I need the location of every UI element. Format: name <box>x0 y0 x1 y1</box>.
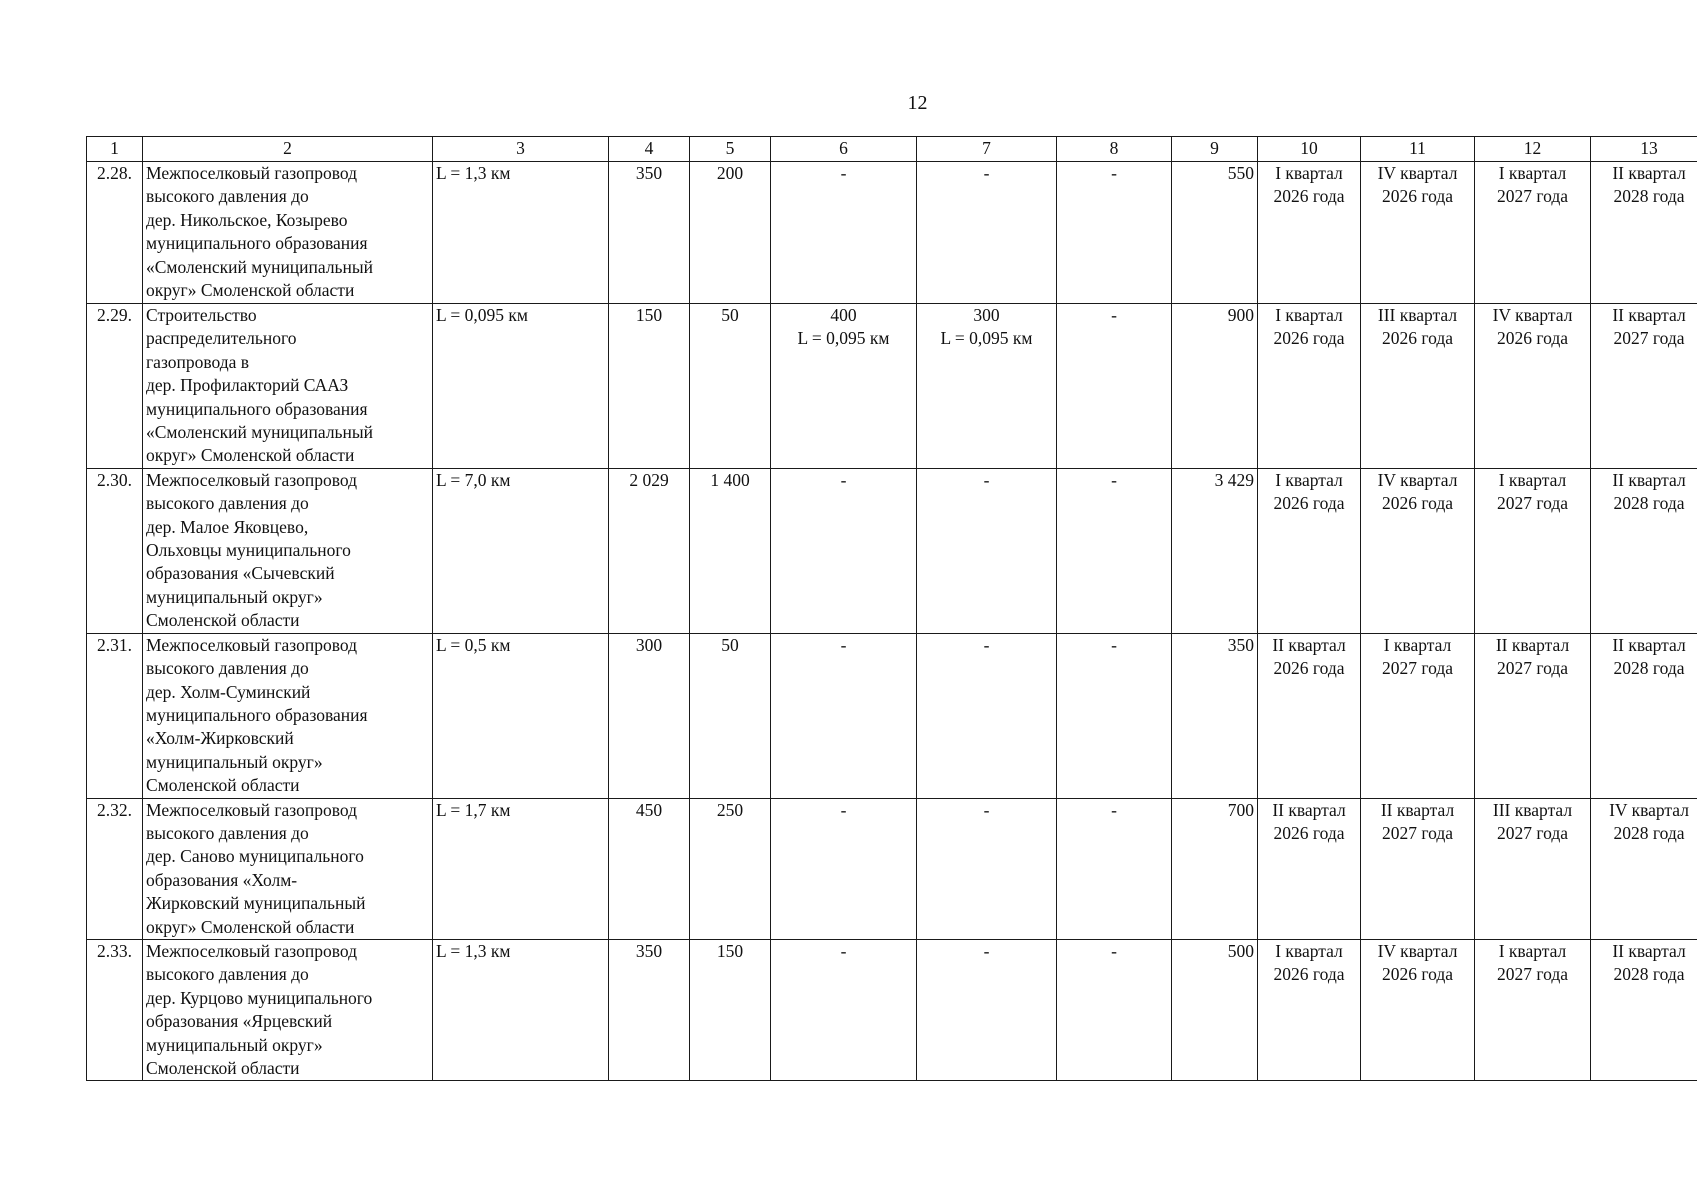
table-row <box>87 633 1697 798</box>
cell-col-8: - <box>1057 468 1172 633</box>
cell-col-12: II квартал 2027 года <box>1475 633 1591 798</box>
row-number: 2.32. <box>87 798 143 939</box>
cell-col-13: II квартал 2028 года <box>1591 162 1697 304</box>
pipeline-length: L = 1,3 км <box>433 939 609 1080</box>
pipeline-length: L = 0,095 км <box>433 304 609 469</box>
cell-col-6: - <box>771 939 917 1080</box>
cell-col-5: 50 <box>690 633 771 798</box>
cell-col-10: I квартал 2026 года <box>1258 304 1361 469</box>
cell-col-12: IV квартал 2026 года <box>1475 304 1591 469</box>
cell-col-10: II квартал 2026 года <box>1258 798 1361 939</box>
cell-col-10: I квартал 2026 года <box>1258 468 1361 633</box>
table-row <box>87 304 1697 469</box>
cell-col-12: I квартал 2027 года <box>1475 939 1591 1080</box>
cell-col-6: - <box>771 633 917 798</box>
cell-col-12: I квартал 2027 года <box>1475 468 1591 633</box>
cell-col-6: - <box>771 468 917 633</box>
total-cost: 550 <box>1172 162 1258 304</box>
cell-col-4: 350 <box>609 162 690 304</box>
cell-col-6: - <box>771 162 917 304</box>
object-name: Строительство распределительного газопровода в дер. Профилакторий СААЗ муниципального образования «Смоленский муниципальный округ» Смоленской области <box>143 304 433 469</box>
cell-col-8: - <box>1057 304 1172 469</box>
gas-pipeline-table <box>86 136 1697 1081</box>
page-number: 12 <box>907 92 928 114</box>
column-header: 7 <box>917 137 1057 162</box>
column-header: 12 <box>1475 137 1591 162</box>
cell-col-11: IV квартал 2026 года <box>1361 939 1475 1080</box>
cell-col-8: - <box>1057 939 1172 1080</box>
cell-col-11: III квартал 2026 года <box>1361 304 1475 469</box>
cell-col-8: - <box>1057 633 1172 798</box>
cell-col-5: 150 <box>690 939 771 1080</box>
pipeline-length: L = 0,5 км <box>433 633 609 798</box>
cell-col-6: - <box>771 798 917 939</box>
column-header: 6 <box>771 137 917 162</box>
cell-col-4: 2 029 <box>609 468 690 633</box>
cell-col-11: IV квартал 2026 года <box>1361 162 1475 304</box>
cell-col-10: II квартал 2026 года <box>1258 633 1361 798</box>
cell-col-13: II квартал 2028 года <box>1591 939 1697 1080</box>
cell-col-5: 250 <box>690 798 771 939</box>
cell-col-11: II квартал 2027 года <box>1361 798 1475 939</box>
column-header: 9 <box>1172 137 1258 162</box>
total-cost: 3 429 <box>1172 468 1258 633</box>
cell-col-4: 450 <box>609 798 690 939</box>
total-cost: 350 <box>1172 633 1258 798</box>
total-cost: 900 <box>1172 304 1258 469</box>
column-header: 1 <box>87 137 143 162</box>
cell-col-7: 300 L = 0,095 км <box>917 304 1057 469</box>
cell-col-11: I квартал 2027 года <box>1361 633 1475 798</box>
column-number-header-row <box>87 137 1697 162</box>
cell-col-4: 350 <box>609 939 690 1080</box>
column-header: 2 <box>143 137 433 162</box>
column-header: 3 <box>433 137 609 162</box>
cell-col-5: 50 <box>690 304 771 469</box>
cell-col-12: III квартал 2027 года <box>1475 798 1591 939</box>
cell-col-13: II квартал 2028 года <box>1591 468 1697 633</box>
cell-col-7: - <box>917 798 1057 939</box>
table-row <box>87 798 1697 939</box>
cell-col-7: - <box>917 633 1057 798</box>
cell-col-5: 1 400 <box>690 468 771 633</box>
table-row <box>87 162 1697 304</box>
cell-col-6: 400 L = 0,095 км <box>771 304 917 469</box>
cell-col-7: - <box>917 939 1057 1080</box>
pipeline-length: L = 1,3 км <box>433 162 609 304</box>
object-name: Межпоселковый газопровод высокого давления до дер. Никольское, Козырево муниципального образования «Смоленский муниципальный округ» Смоленской области <box>143 162 433 304</box>
cell-col-10: I квартал 2026 года <box>1258 939 1361 1080</box>
cell-col-13: II квартал 2027 года <box>1591 304 1697 469</box>
cell-col-10: I квартал 2026 года <box>1258 162 1361 304</box>
object-name: Межпоселковый газопровод высокого давления до дер. Курцово муниципального образования «Ярцевский муниципальный округ» Смоленской области <box>143 939 433 1080</box>
row-number: 2.28. <box>87 162 143 304</box>
cell-col-4: 300 <box>609 633 690 798</box>
cell-col-4: 150 <box>609 304 690 469</box>
pipeline-length: L = 7,0 км <box>433 468 609 633</box>
row-number: 2.31. <box>87 633 143 798</box>
total-cost: 700 <box>1172 798 1258 939</box>
column-header: 10 <box>1258 137 1361 162</box>
column-header: 13 <box>1591 137 1697 162</box>
column-header: 4 <box>609 137 690 162</box>
row-number: 2.29. <box>87 304 143 469</box>
cell-col-13: II квартал 2028 года <box>1591 633 1697 798</box>
table-row <box>87 468 1697 633</box>
cell-col-7: - <box>917 468 1057 633</box>
object-name: Межпоселковый газопровод высокого давления до дер. Саново муниципального образования «Холм- Жирковский муниципальный округ» Смоленской области <box>143 798 433 939</box>
object-name: Межпоселковый газопровод высокого давления до дер. Холм-Суминский муниципального образования «Холм-Жирковский муниципальный округ» Смоленской области <box>143 633 433 798</box>
column-header: 11 <box>1361 137 1475 162</box>
cell-col-12: I квартал 2027 года <box>1475 162 1591 304</box>
object-name: Межпоселковый газопровод высокого давления до дер. Малое Яковцево, Ольховцы муниципального образования «Сычевский муниципальный округ» Смоленской области <box>143 468 433 633</box>
table-row <box>87 939 1697 1080</box>
cell-col-13: IV квартал 2028 года <box>1591 798 1697 939</box>
total-cost: 500 <box>1172 939 1258 1080</box>
cell-col-5: 200 <box>690 162 771 304</box>
cell-col-11: IV квартал 2026 года <box>1361 468 1475 633</box>
column-header: 5 <box>690 137 771 162</box>
row-number: 2.33. <box>87 939 143 1080</box>
cell-col-8: - <box>1057 798 1172 939</box>
cell-col-7: - <box>917 162 1057 304</box>
pipeline-length: L = 1,7 км <box>433 798 609 939</box>
row-number: 2.30. <box>87 468 143 633</box>
column-header: 8 <box>1057 137 1172 162</box>
cell-col-8: - <box>1057 162 1172 304</box>
